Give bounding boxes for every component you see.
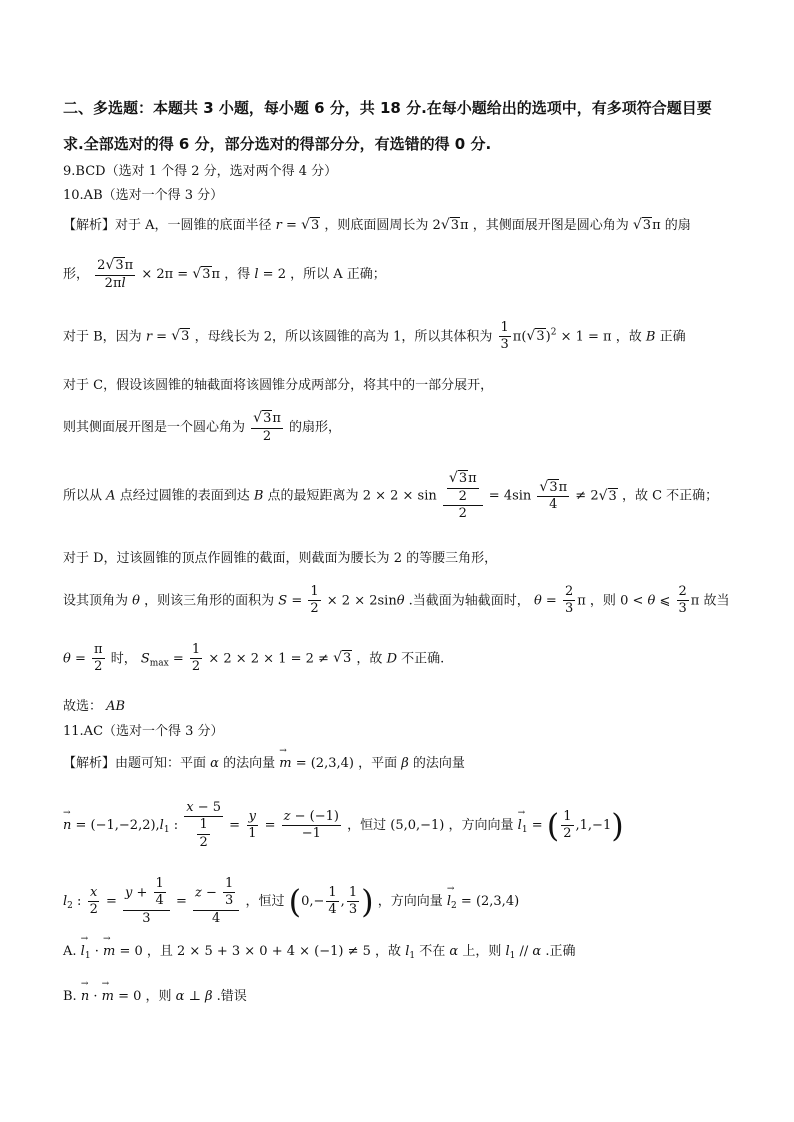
q11-option-a: A. → $l_1$ · → m = 0 ，且 2 × 5 + 3 × 0 + 4 × (−1) ≠ 5 ，故 $l_1$ 不在 α 上，则 $l_1$ // α .正确 xyxy=(63,940,575,961)
section-header-line2: 求.全部选对的得 6 分，部分选对的得部分分，有选错的得 0 分. xyxy=(63,135,492,153)
q9-answer: 9.BCD（选对 1 个得 2 分，选对两个得 4 分） xyxy=(63,164,338,179)
q10-analysis-d-line3: θ = $\frac{\pi}{2}$ 时， $S_{max}$ = $\frac{1}{2}$ × 2 × 2 × 1 = 2 ≠ √ 3 ，故 D 不正确. xyxy=(63,642,445,675)
q10-analysis-a-line1: 【解析】对于 A，一圆锥的底面半径 r = √ 3 ，则底面圆周长为 2 √ 3 π ，其侧面展开图是圆心角为 √ 3 π 的扇 xyxy=(63,217,691,233)
q10-analysis-c-line2: 则其侧面展开图是一个圆心角为 √ 3 π 2 的扇形， xyxy=(63,410,342,444)
q10-analysis-d-line1: 对于 D，过该圆锥的顶点作圆锥的截面，则截面为腰长为 2 的等腰三角形， xyxy=(63,551,498,566)
q10-analysis-b: 对于 B，因为 r = √ 3 ，母线长为 2，所以该圆锥的高为 1，所以其体积为 $\frac{1}{3}$ π( √ 3 )$^2$ × 1 = π ，故 B 正确 xyxy=(63,320,686,353)
q10-analysis-a-line2: 形， 2 √ 3 π 2πl × 2π = √ 3 π ，得 l = 2 ，所以 A 正确； xyxy=(63,257,386,291)
q10-analysis-c-line1: 对于 C，假设该圆锥的轴截面将该圆锥分成两部分，将其中的一部分展开， xyxy=(63,378,494,393)
q11-answer: 11.AC（选对一个得 3 分） xyxy=(63,724,224,739)
q10-analysis-d-line2: 设其顶角为 θ ，则该三角形的面积为 S = $\frac{1}{2}$ × 2 × 2sinθ .当截面为轴截面时， θ = $\frac{2}{3}$ π ，则 0 < θ ⩽ $\frac{2}{3}$ π 故当 xyxy=(63,584,730,617)
q10-answer: 10.AB（选对一个得 3 分） xyxy=(63,188,224,203)
q10-analysis-c-line3: 所以从 A 点经过圆锥的表面到达 B 点的最短距离为 2 × 2 × sin √ 3 π 2 2 = 4sin √ 3 π 4 ≠ 2 √ 3 ，故 C 不正确； xyxy=(63,470,719,521)
q11-line-l1: → $n = (-1,-2,2),l_1$ : $\frac{x - 5}{\frac{1}{2}}$ = $\frac{y}{1}$ = $\frac{z - (-1)}{-1}$ ，恒过 (5,0,−1) ，方向向量 → $l_1$ = ( $\frac{1}{2}$ ,1,−1) xyxy=(63,800,624,851)
q11-option-b: B. → n · → m = 0 ，则 α ⊥ β .错误 xyxy=(63,985,247,1004)
q11-analysis-line1: 【解析】由题可知：平面 α 的法向量 → m = (2,3,4) ，平面 β 的法向量 xyxy=(63,752,465,771)
section-header-line1: 二、多选题：本题共 3 小题，每小题 6 分，共 18 分.在每小题给出的选项中，有多项符合题目要 xyxy=(63,99,712,117)
q11-line-l2: $l_2$ : $\frac{x}{2}$ = y + $\frac{1}{4}$ 3 = z − $\frac{1}{3}$ 4 ，恒过 (0,− $\frac{1}{4}$ , $\frac{1}{3}$ ) ，方向向量 → $l_2 = (2,3,4)$ xyxy=(63,876,519,927)
q10-conclusion: 故选： AB xyxy=(63,699,126,714)
